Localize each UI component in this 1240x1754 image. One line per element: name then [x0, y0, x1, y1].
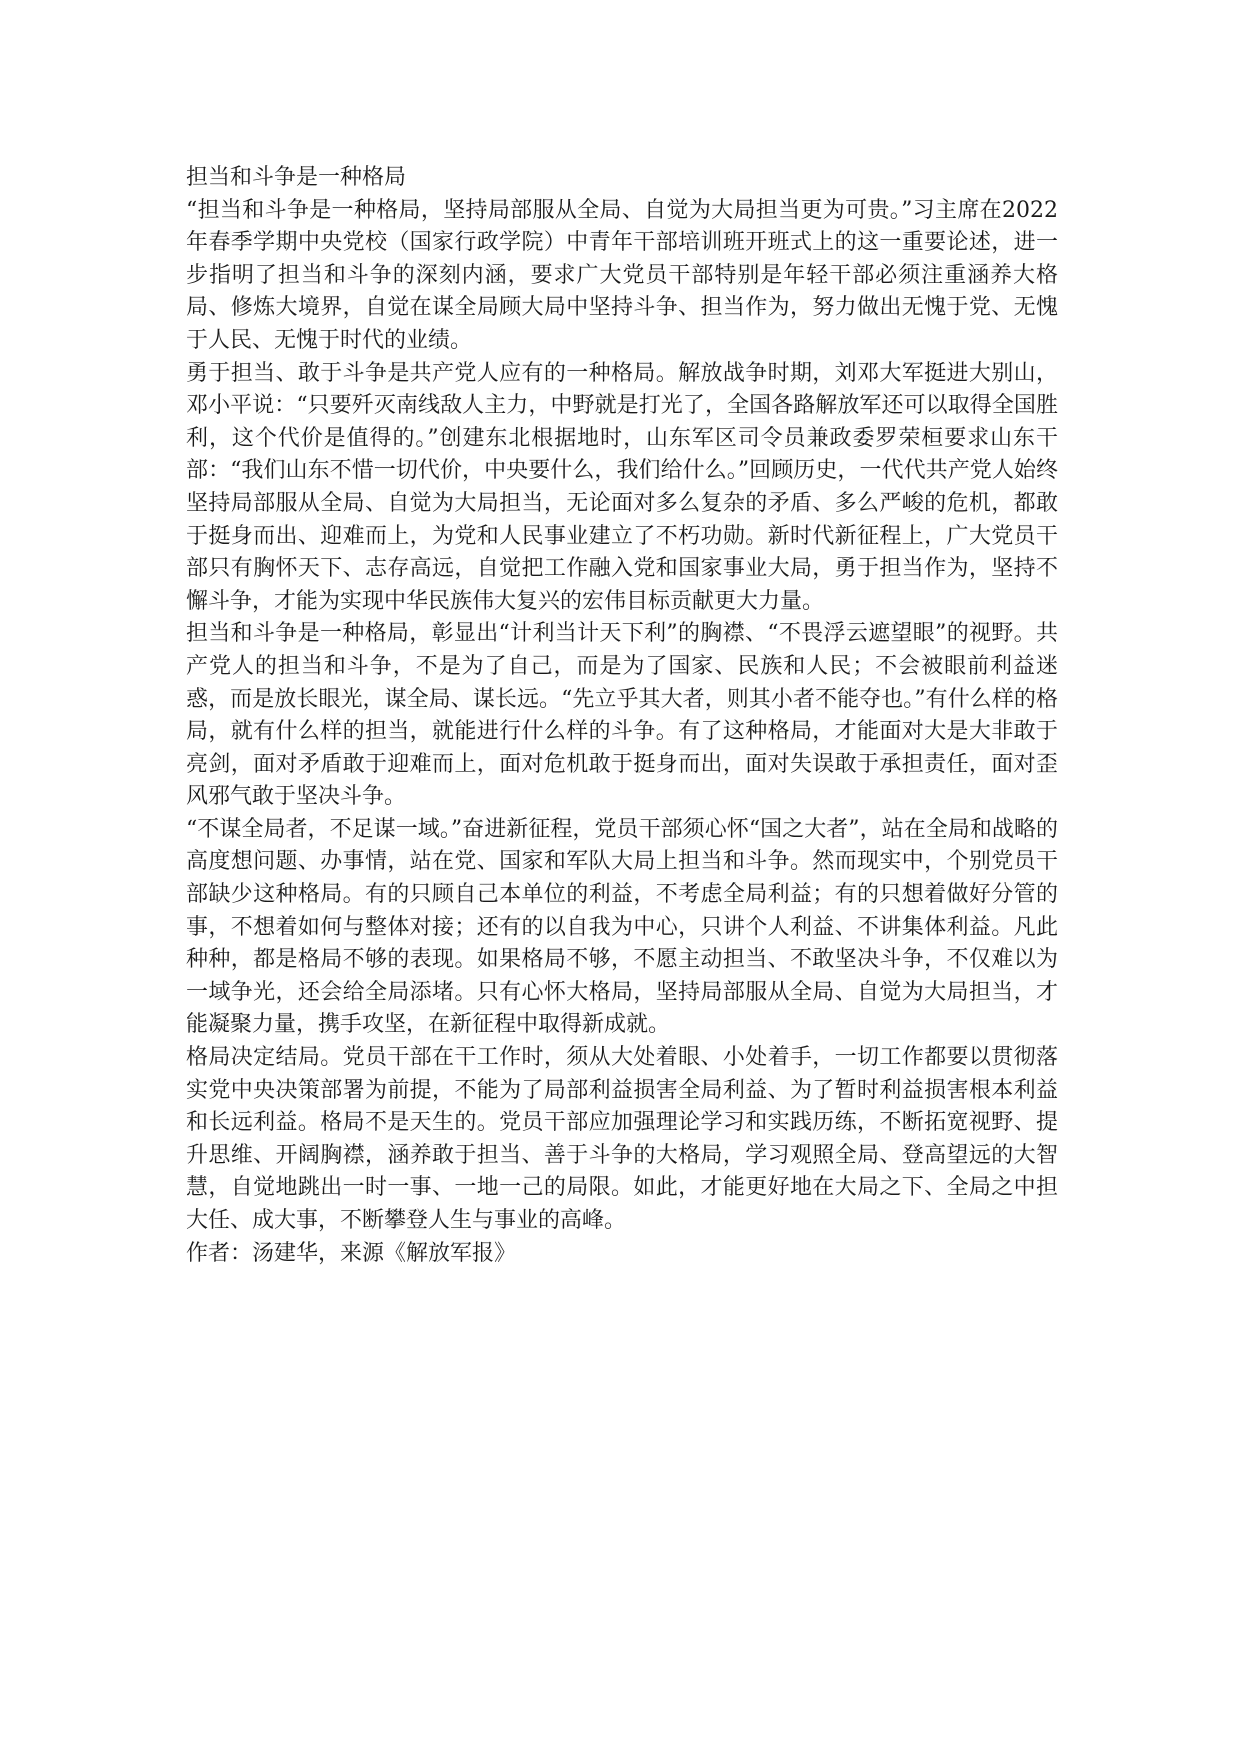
- article-paragraph-1: “担当和斗争是一种格局，坚持局部服从全局、自觉为大局担当更为可贵。”习主席在2022年春季学期中央党校（国家行政学院）中青年干部培训班开班式上的这一重要论述，进一步指明了担当和斗争的深刻内涵，要求广大党员干部特别是年轻干部必须注重涵养大格局、修炼大境界，自觉在谋全局顾大局中坚持斗争、担当作为，努力做出无愧于党、无愧于人民、无愧于时代的业绩。: [186, 197, 1058, 353]
- article-body: [186, 162, 1058, 1270]
- article-paragraph-2: 勇于担当、敢于斗争是共产党人应有的一种格局。解放战争时期，刘邓大军挺进大别山，邓小平说：“只要歼灭南线敌人主力，中野就是打光了，全国各路解放军还可以取得全国胜利，这个代价是值得的。”创建东北根据地时，山东军区司令员兼政委罗荣桓要求山东干部：“我们山东不惜一切代价，中央要什么，我们给什么。”回顾历史，一代代共产党人始终坚持局部服从全局、自觉为大局担当，无论面对多么复杂的矛盾、多么严峻的危机，都敢于挺身而出、迎难而上，为党和人民事业建立了不朽功勋。新时代新征程上，广大党员干部只有胸怀天下、志存高远，自觉把工作融入党和国家事业大局，勇于担当作为，坚持不懈斗争，才能为实现中华民族伟大复兴的宏伟目标贡献更大力量。: [186, 360, 1058, 614]
- article-byline: 作者：汤建华，来源《解放军报》: [186, 1240, 517, 1266]
- article-paragraph-5: 格局决定结局。党员干部在干工作时，须从大处着眼、小处着手，一切工作都要以贯彻落实党中央决策部署为前提，不能为了局部利益损害全局利益、为了暂时利益损害根本利益和长远利益。格局不是天生的。党员干部应加强理论学习和实践历练，不断拓宽视野、提升思维、开阔胸襟，涵养敢于担当、善于斗争的大格局，学习观照全局、登高望远的大智慧，自觉地跳出一时一事、一地一己的局限。如此，才能更好地在大局之下、全局之中担大任、成大事，不断攀登人生与事业的高峰。: [186, 1045, 1058, 1233]
- article-title: 担当和斗争是一种格局: [186, 165, 407, 190]
- article-paragraph-3: 担当和斗争是一种格局，彰显出“计利当计天下利”的胸襟、“不畏浮云遮望眼”的视野。共产党人的担当和斗争，不是为了自己，而是为了国家、民族和人民；不会被眼前利益迷惑，而是放长眼光，谋全局、谋长远。“先立乎其大者，则其小者不能夺也。”有什么样的格局，就有什么样的担当，就能进行什么样的斗争。有了这种格局，才能面对大是大非敢于亮剑，面对矛盾敢于迎难而上，面对危机敢于挺身而出，面对失误敢于承担责任，面对歪风邪气敢于坚决斗争。: [186, 621, 1058, 810]
- article-paragraph-4: “不谋全局者，不足谋一域。”奋进新征程，党员干部须心怀“国之大者”，站在全局和战略的高度想问题、办事情，站在党、国家和军队大局上担当和斗争。然而现实中，个别党员干部缺少这种格局。有的只顾自己本单位的利益，不考虑全局利益；有的只想着做好分管的事，不想着如何与整体对接；还有的以自我为中心，只讲个人利益、不讲集体利益。凡此种种，都是格局不够的表现。如果格局不够，不愿主动担当、不敢坚决斗争，不仅难以为一域争光，还会给全局添堵。只有心怀大格局，坚持局部服从全局、自觉为大局担当，才能凝聚力量，携手攻坚，在新征程中取得新成就。: [186, 816, 1058, 1038]
